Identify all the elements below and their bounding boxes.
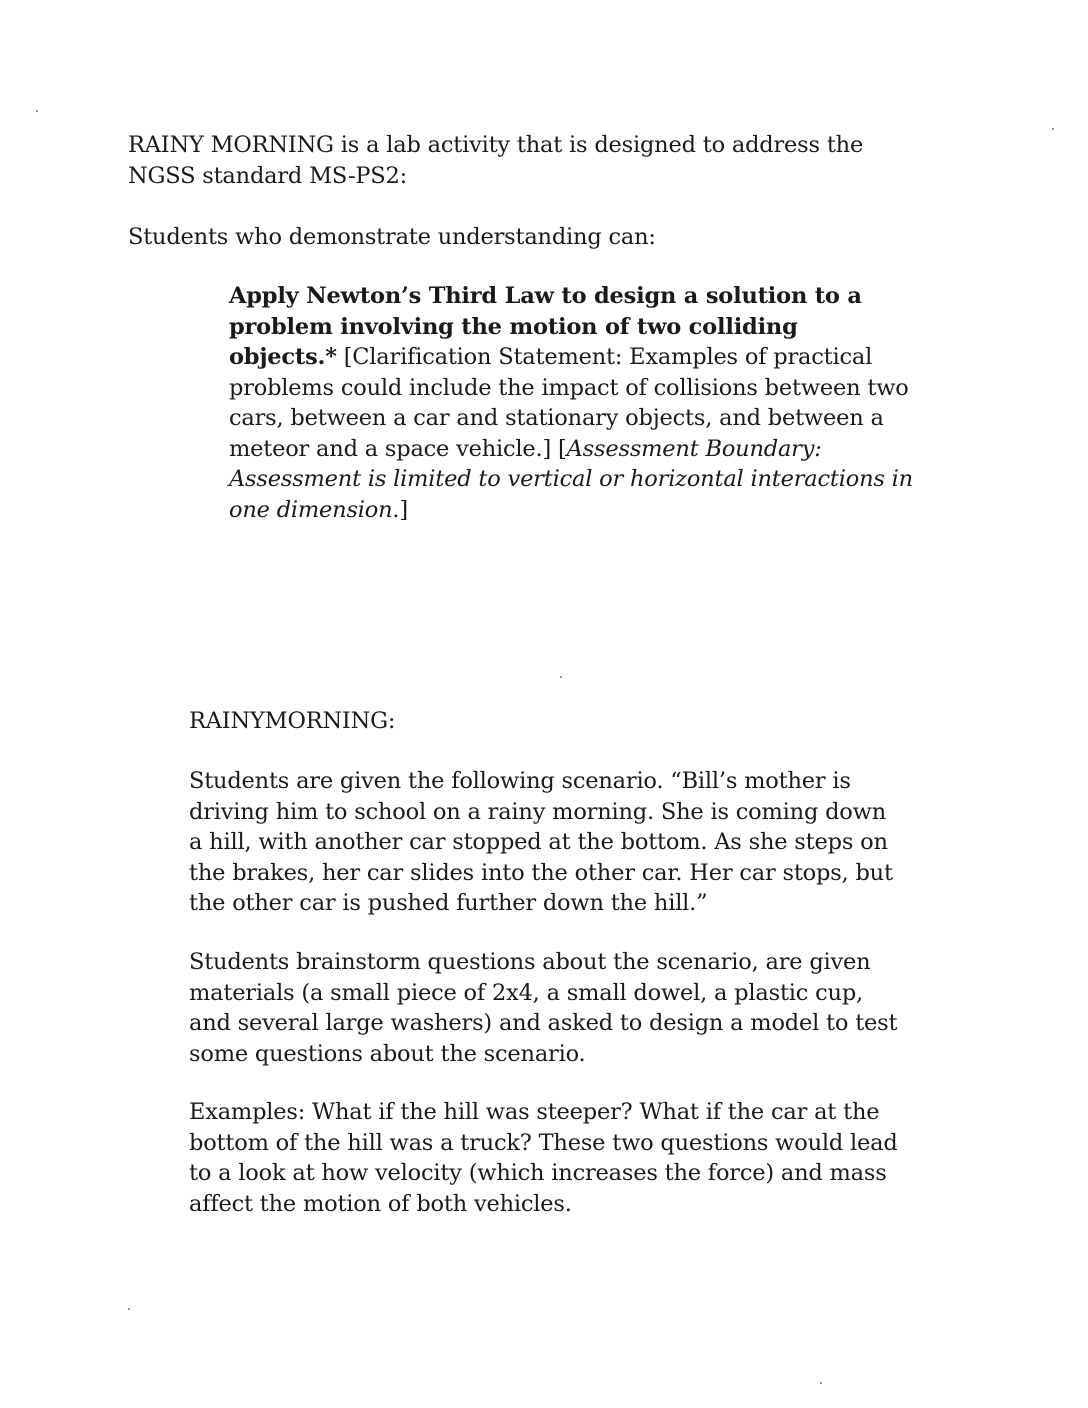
examples-line: Examples: What if the hill was steeper? What if the car at the: [189, 1099, 880, 1125]
standard-bold-line: objects.*: [229, 344, 337, 370]
scan-speck: [560, 676, 562, 678]
assessment-boundary-line: Assessment is limited to vertical or horizontal interactions in: [229, 466, 913, 492]
scan-speck: [128, 1308, 130, 1310]
intro-line: NGSS standard MS-PS2:: [128, 162, 407, 189]
examples-line: to a look at how velocity (which increases the force) and mass: [189, 1160, 887, 1186]
clarification-start: [Clarification Statement: Examples of practical: [336, 344, 873, 370]
intro-line: RAINY MORNING is a lab activity that is designed to address the: [128, 132, 864, 158]
section-heading: RAINYMORNING:: [189, 708, 396, 734]
scenario-line: the other car is pushed further down the hill.”: [189, 890, 708, 916]
scenario-paragraph: [189, 766, 949, 919]
scenario-line: driving him to school on a rainy morning. She is coming down: [189, 798, 886, 825]
standard-bold-line: problem involving the motion of two colliding: [229, 313, 798, 340]
examples-paragraph: [189, 1097, 949, 1219]
clarification-line: cars, between a car and stationary objects, and between a: [229, 405, 884, 431]
standard-statement: [229, 281, 949, 525]
brainstorm-line: materials (a small piece of 2x4, a small dowel, a plastic cup,: [189, 979, 863, 1006]
students-intro: Students who demonstrate understanding can:: [128, 224, 656, 250]
scenario-line: Students are given the following scenario. “Bill’s mother is: [189, 768, 851, 794]
brainstorm-line: Students brainstorm questions about the scenario, are given: [189, 949, 871, 975]
assessment-boundary-label: Assessment Boundary:: [566, 435, 822, 462]
clarification-line: problems could include the impact of collisions between two: [229, 374, 909, 401]
brainstorm-line: and several large washers) and asked to design a model to test: [189, 1010, 898, 1036]
scan-speck: [36, 110, 38, 112]
brainstorm-line: some questions about the scenario.: [189, 1040, 586, 1067]
intro-paragraph: [128, 130, 948, 191]
examples-line: affect the motion of both vehicles.: [189, 1190, 572, 1217]
assessment-boundary-line: one dimension.: [229, 496, 400, 523]
scan-speck: [1052, 128, 1054, 130]
bracket-close: ]: [399, 496, 408, 523]
scenario-line: a hill, with another car stopped at the bottom. As she steps on: [189, 829, 888, 855]
scenario-line: the brakes, her car slides into the other car. Her car stops, but: [189, 859, 893, 886]
clarification-end: meteor and a space vehicle.] [: [229, 435, 567, 462]
standard-bold-line: Apply Newton’s Third Law to design a solution to a: [229, 283, 862, 309]
examples-line: bottom of the hill was a truck? These two questions would lead: [189, 1129, 898, 1156]
brainstorm-paragraph: [189, 947, 949, 1069]
scan-speck: [820, 1382, 822, 1384]
